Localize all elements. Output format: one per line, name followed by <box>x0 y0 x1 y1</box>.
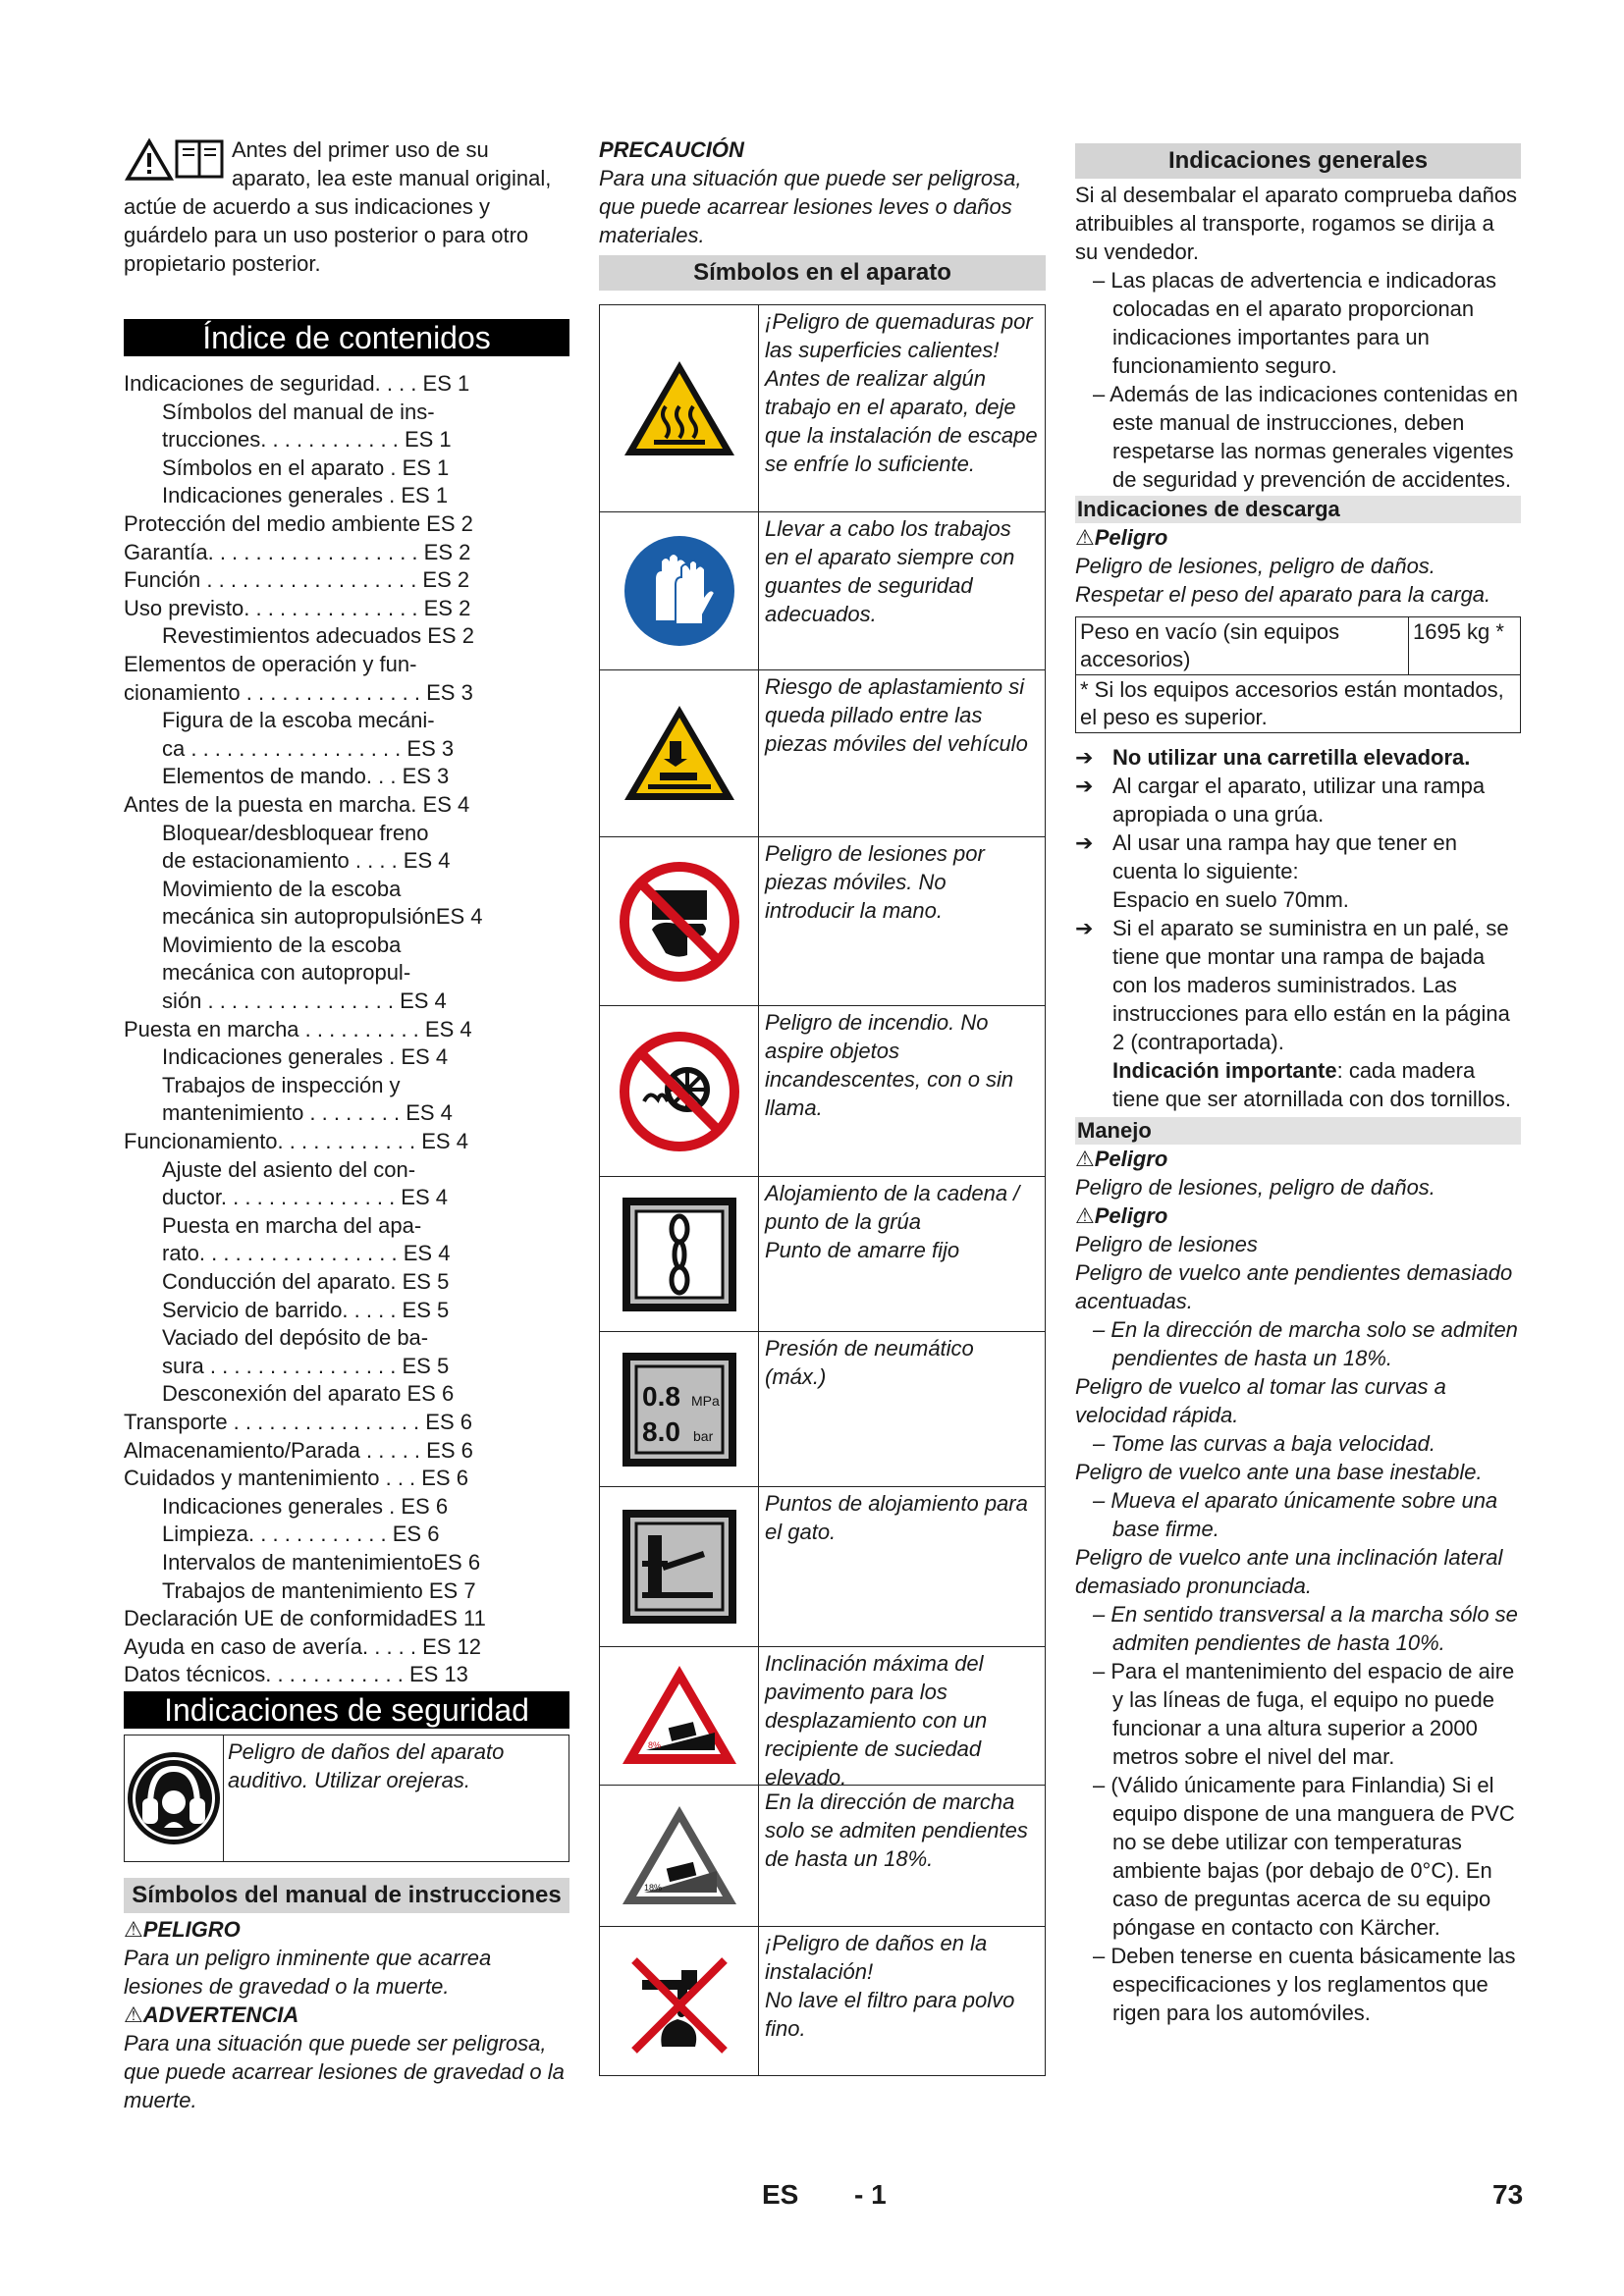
symbol-row <box>600 305 1045 512</box>
toc-entry[interactable]: Funcionamiento. . . . . . . . . . . . ES 4 <box>124 1129 468 1154</box>
manejo-plain-text: (Válido únicamente para Finlandia) Si el equipo dispone de una manguera de PVC no se debe utilizar con temperaturas ambiente bajas (por debajo de 0°C). En caso de preguntas acerca de su equipo póngase en contacto con Kärcher. <box>1110 1773 1515 1940</box>
toc-entry[interactable]: Garantía. . . . . . . . . . . . . . . . . . ES 2 <box>124 539 471 564</box>
intro-text: Antes del primer uso de su aparato, lea este manual original, actúe de acuerdo a sus indicaciones y guárdelo para un uso posterior o para otro propietario posterior. <box>124 137 552 276</box>
ear-protection-icon-cell <box>125 1735 224 1861</box>
symbol-text: Peligro de lesiones por piezas móviles. No introducir la mano. <box>765 841 985 923</box>
pressure-value-1: 0.8 <box>641 1380 680 1412</box>
general-item-text: Las placas de advertencia e indicadoras colocadas en el aparato proporcionan indicaciones importantes para un funcionamiento seguro. <box>1110 268 1496 378</box>
warning-icon: ⚠ <box>124 1916 143 1942</box>
manejo-plain: – Para el mantenimiento del espacio de aire y las líneas de fuga, el equipo no puede funcionar a una altura superior a 2000 metros sobre el nivel del mar. <box>1093 1659 1515 1769</box>
manejo-warning-2a: Peligro de lesiones <box>1075 1232 1258 1256</box>
toc-entry[interactable]: Elementos de operación y fun- <box>124 651 417 676</box>
manejo-tip: Peligro de vuelco ante una base inestable. <box>1075 1460 1483 1484</box>
pressure-unit-1: MPa <box>690 1392 720 1409</box>
toc-entry[interactable]: Intervalos de mantenimientoES 6 <box>162 1549 481 1575</box>
column-left <box>124 135 569 2114</box>
manejo-dash: – En la dirección de marcha solo se admiten pendientes de hasta un 18%. <box>1093 1317 1518 1370</box>
unload-item-text: No utilizar una carretilla elevadora. <box>1112 745 1471 770</box>
hot-surface-icon <box>621 357 738 460</box>
symbol-text: Riesgo de aplastamiento si queda pillado entre las piezas móviles del vehículo <box>765 674 1028 756</box>
gloves-icon <box>621 532 738 650</box>
important-label: Indicación importante <box>1112 1058 1337 1083</box>
footer-page-code: - 1 <box>854 2179 887 2210</box>
column-right <box>1075 143 1521 2027</box>
weight-note: * Si los equipos accesorios están montados, el peso es superior. <box>1080 677 1504 729</box>
toc-entry[interactable]: Movimiento de la escoba <box>162 876 402 901</box>
peligro-label: PELIGRO <box>142 1916 241 1942</box>
toc-entry[interactable]: Vaciado del depósito de ba- <box>162 1325 429 1351</box>
toc-entry[interactable]: sión . . . . . . . . . . . . . . . . ES 4 <box>162 988 447 1014</box>
toc-entry[interactable]: Figura de la escoba mecáni- <box>162 708 435 733</box>
toc-entry[interactable]: Antes de la puesta en marcha. ES 4 <box>124 791 470 817</box>
slope-label-2: 18% <box>643 1882 662 1893</box>
unload-item <box>1075 828 1521 914</box>
toc-entry[interactable]: Función . . . . . . . . . . . . . . . . . . ES 2 <box>124 567 470 593</box>
pressure-value-2: 8.0 <box>641 1415 680 1447</box>
manejo-peligro-row <box>1075 1145 1521 1173</box>
unload-item <box>1075 914 1521 1056</box>
advertencia-label: ADVERTENCIA <box>142 2002 299 2027</box>
toc-entry[interactable]: Elementos de mando. . . ES 3 <box>162 764 450 789</box>
manejo-tip: Peligro de vuelco ante una inclinación lateral demasiado pronunciada. <box>1075 1545 1503 1598</box>
symbol-row <box>600 512 1045 670</box>
ear-protection-icon <box>125 1749 223 1847</box>
device-symbols-heading: Símbolos en el aparato <box>599 255 1046 291</box>
symbol-text: Puntos de alojamiento para el gato. <box>765 1491 1028 1544</box>
precaucion-text: Para una situación que puede ser peligrosa, que puede acarrear lesiones leves o daños materiales. <box>599 166 1022 247</box>
toc-entry[interactable]: Almacenamiento/Parada . . . . . ES 6 <box>124 1437 473 1463</box>
symbol-row <box>600 1487 1045 1647</box>
unload-item <box>1075 772 1521 828</box>
symbol-icon-cell <box>600 1332 759 1486</box>
symbol-text: Llevar a cabo los trabajos en el aparato siempre con guantes de seguridad adecuados. <box>765 516 1015 626</box>
symbol-icon-cell <box>600 1006 759 1176</box>
toc-entry[interactable]: Puesta en marcha del apa- <box>162 1212 422 1238</box>
toc-entry[interactable]: Ajuste del asiento del con- <box>162 1156 416 1182</box>
manejo-heading: Manejo <box>1075 1117 1521 1145</box>
symbol-row <box>600 1786 1045 1927</box>
weight-table <box>1075 616 1521 733</box>
symbol-icon-cell <box>600 670 759 836</box>
toc-entry[interactable]: Datos técnicos. . . . . . . . . . . . ES 13 <box>124 1662 468 1687</box>
symbol-icon-cell <box>600 1786 759 1926</box>
toc-entry[interactable]: Indicaciones generales . ES 4 <box>162 1044 449 1070</box>
toc-entry[interactable]: de estacionamiento . . . . ES 4 <box>162 848 451 874</box>
toc-entry[interactable]: cionamiento . . . . . . . . . . . . . . . ES 3 <box>124 679 473 705</box>
symbol-row <box>600 1927 1045 2075</box>
manejo-tip: Peligro de vuelco al tomar las curvas a velocidad rápida. <box>1075 1374 1446 1427</box>
manejo-dash: – Mueva el aparato únicamente sobre una base firme. <box>1093 1488 1498 1541</box>
symbol-text: Alojamiento de la cadena / punto de la grúa Punto de amarre fijo <box>765 1181 1020 1262</box>
manual-book-icon <box>177 141 222 177</box>
table-of-contents <box>124 370 569 1689</box>
manejo-peligro-label: Peligro <box>1094 1203 1168 1228</box>
toc-entry[interactable]: Trabajos de inspección y <box>162 1072 401 1097</box>
unload-warning: Peligro de lesiones, peligro de daños. Respetar el peso del aparato para la carga. <box>1075 554 1491 607</box>
symbol-icon-cell <box>600 837 759 1005</box>
toc-entry[interactable]: Limpieza. . . . . . . . . . . . ES 6 <box>162 1522 440 1547</box>
symbol-row <box>600 837 1045 1006</box>
symbol-icon-cell <box>600 1177 759 1331</box>
manejo-dash-text: En la dirección de marcha solo se admiten pendientes de hasta un 18%. <box>1110 1317 1518 1370</box>
unload-item <box>1075 743 1521 772</box>
toc-entry[interactable]: trucciones. . . . . . . . . . . . ES 1 <box>162 427 452 453</box>
crush-hazard-icon <box>621 702 738 805</box>
toc-entry[interactable]: Indicaciones de seguridad. . . . ES 1 <box>124 371 470 396</box>
no-burning-objects-icon <box>619 1031 740 1152</box>
general-item-text: Además de las indicaciones contenidas en este manual de instrucciones, deben respetarse las normas generales vigentes de seguridad y prevención de accidentes. <box>1110 382 1518 492</box>
warning-icon: ⚠ <box>1075 525 1095 550</box>
toc-entry[interactable]: Servicio de barrido. . . . . ES 5 <box>162 1297 450 1322</box>
slope-label-1: 8% <box>647 1740 661 1750</box>
important-text: : cada madera tiene que ser atornillada con dos tornillos. <box>1112 1058 1512 1111</box>
toc-entry[interactable]: Transporte . . . . . . . . . . . . . . . . ES 6 <box>124 1409 472 1434</box>
intro-block <box>124 135 569 278</box>
toc-entry[interactable]: Indicaciones generales . ES 1 <box>162 483 449 508</box>
toc-entry[interactable]: ca . . . . . . . . . . . . . . . . . . ES 3 <box>162 735 455 761</box>
manejo-plain-text: Deben tenerse en cuenta básicamente las especificaciones y los reglamentos que rigen para los automóviles. <box>1110 1944 1516 2025</box>
symbol-icon-cell <box>600 1647 759 1785</box>
no-hand-icon <box>619 861 740 983</box>
toc-entry[interactable]: ductor. . . . . . . . . . . . . . . ES 4 <box>162 1185 448 1210</box>
symbol-row <box>600 1006 1045 1177</box>
warning-icon: ⚠ <box>124 2002 143 2027</box>
toc-entry[interactable]: Declaración UE de conformidadES 11 <box>124 1606 486 1631</box>
manejo-dash: – En sentido transversal a la marcha sólo se admiten pendientes de hasta 10%. <box>1093 1602 1518 1655</box>
general-item: – Además de las indicaciones contenidas en este manual de instrucciones, deben respetarse las normas generales vigentes de seguridad y prevención de accidentes. <box>1093 382 1518 492</box>
weight-row <box>1076 617 1520 675</box>
symbol-row <box>600 1177 1045 1332</box>
ear-protection-box <box>124 1735 569 1862</box>
advertencia-text: Para una situación que puede ser peligrosa, que puede acarrear lesiones de gravedad o la muerte. <box>124 2030 565 2112</box>
manejo-plain: – (Válido únicamente para Finlandia) Si el equipo dispone de una manguera de PVC no se debe utilizar con temperaturas ambiente bajas (por debajo de 0°C). En caso de preguntas acerca de su equipo póngase en contacto con Kärcher. <box>1093 1773 1515 1940</box>
toc-entry[interactable]: sura . . . . . . . . . . . . . . . . ES 5 <box>162 1353 450 1378</box>
toc-entry[interactable]: Revestimientos adecuados ES 2 <box>162 623 474 649</box>
toc-entry[interactable]: Ayuda en caso de avería. . . . . ES 12 <box>124 1633 482 1659</box>
arrow-right-icon: ➔ <box>1075 745 1094 770</box>
symbol-text: Presión de neumático (máx.) <box>765 1336 974 1389</box>
toc-entry[interactable]: Símbolos del manual de ins- <box>162 399 435 424</box>
chain-icon <box>619 1194 740 1315</box>
general-intro: Si al desembalar el aparato comprueba daños atribuibles al transporte, rogamos se dirija a su vendedor. <box>1075 183 1518 264</box>
symbol-text: En la dirección de marcha solo se admiten pendientes de hasta un 18%. <box>765 1789 1028 1871</box>
weight-label: Peso en vacío (sin equipos accesorios) <box>1076 617 1409 674</box>
toc-entry[interactable]: Protección del medio ambiente ES 2 <box>124 510 473 536</box>
toc-entry[interactable]: Trabajos de mantenimiento ES 7 <box>162 1577 476 1603</box>
manejo-dash-text: En sentido transversal a la marcha sólo se admiten pendientes de hasta 10%. <box>1110 1602 1518 1655</box>
arrow-right-icon: ➔ <box>1075 774 1094 798</box>
symbol-icon-cell <box>600 1487 759 1646</box>
peligro-text: Para un peligro inminente que acarrea lesiones de gravedad o la muerte. <box>124 1945 492 1999</box>
column-middle <box>599 135 1046 2076</box>
symbol-text: ¡Peligro de quemaduras por las superficies calientes! Antes de realizar algún trabajo en el aparato, deje que la instalación de escape se enfríe lo suficiente. <box>765 309 1038 476</box>
footer-lang: ES <box>762 2179 799 2210</box>
toc-entry[interactable]: Puesta en marcha . . . . . . . . . . ES 4 <box>124 1016 472 1041</box>
toc-entry[interactable]: Cuidados y mantenimiento . . . ES 6 <box>124 1466 468 1491</box>
symbol-text: ¡Peligro de daños en la instalación! No lave el filtro para polvo fino. <box>765 1931 1015 2041</box>
toc-entry[interactable]: mecánica con autopropul- <box>162 960 411 986</box>
toc-entry[interactable]: Conducción del aparato. ES 5 <box>162 1269 450 1294</box>
unload-item-text: Al usar una rampa hay que tener en cuenta lo siguiente: Espacio en suelo 70mm. <box>1112 830 1458 912</box>
ear-protection-text: Peligro de daños del aparato auditivo. Utilizar orejeras. <box>228 1738 505 1792</box>
toc-entry[interactable]: Desconexión del aparato ES 6 <box>162 1381 455 1407</box>
warning-icon: ⚠ <box>1075 1203 1095 1228</box>
advertencia-label-row <box>124 2001 569 2029</box>
toc-entry[interactable]: Indicaciones generales . ES 6 <box>162 1493 449 1519</box>
manejo-warning-1: Peligro de lesiones, peligro de daños. <box>1075 1175 1435 1200</box>
manejo-plain-text: Para el mantenimiento del espacio de aire y las líneas de fuga, el equipo no puede funcionar a una altura superior a 2000 metros sobre el nivel del mar. <box>1110 1659 1515 1769</box>
unload-item-text: Al cargar el aparato, utilizar una rampa apropiada o una grúa. <box>1112 774 1486 827</box>
toc-entry[interactable]: Símbolos en el aparato . ES 1 <box>162 454 450 480</box>
general-heading: Indicaciones generales <box>1075 143 1521 179</box>
toc-entry[interactable]: rato. . . . . . . . . . . . . . . . . ES 4 <box>162 1241 451 1266</box>
symbol-icon-cell <box>600 305 759 511</box>
important-note <box>1075 1056 1521 1113</box>
general-item: – Las placas de advertencia e indicadoras colocadas en el aparato proporcionan indicaciones importantes para un funcionamiento seguro. <box>1093 268 1496 378</box>
unload-peligro-label: Peligro <box>1094 525 1168 550</box>
manejo-peligro-row <box>1075 1201 1521 1230</box>
warning-icon: ⚠ <box>1075 1147 1095 1171</box>
jack-point-icon <box>619 1506 740 1628</box>
symbol-row <box>600 1647 1045 1789</box>
safety-heading: Indicaciones de seguridad <box>124 1691 569 1729</box>
weight-value: 1695 kg * <box>1413 619 1504 644</box>
manejo-dash-text: Tome las curvas a baja velocidad. <box>1110 1431 1435 1456</box>
precaucion-label: PRECAUCIÓN <box>599 137 744 162</box>
pressure-unit-2: bar <box>692 1427 713 1444</box>
unload-heading: Indicaciones de descarga <box>1075 496 1521 523</box>
peligro-label-row <box>124 1915 569 1944</box>
manejo-peligro-label: Peligro <box>1094 1147 1168 1171</box>
symbol-icon-cell <box>600 1927 759 2075</box>
manejo-dash-text: Mueva el aparato únicamente sobre una base firme. <box>1110 1488 1498 1541</box>
symbol-icon-cell <box>600 512 759 669</box>
manejo-warning-2b: Peligro de vuelco ante pendientes demasiado acentuadas. <box>1075 1260 1513 1313</box>
unload-peligro-row <box>1075 523 1521 552</box>
manejo-plain: – Deben tenerse en cuenta básicamente las especificaciones y los reglamentos que rigen para los automóviles. <box>1093 1944 1516 2025</box>
slope-18-icon <box>619 1802 740 1910</box>
toc-heading: Índice de contenidos <box>124 319 569 356</box>
symbol-row <box>600 1332 1045 1487</box>
toc-entry[interactable]: Movimiento de la escoba <box>162 932 402 957</box>
unload-item-text: Si el aparato se suministra en un palé, se tiene que montar una rampa de bajada con los maderos suministrados. Las instrucciones para ello están en la página 2 (contraportada). <box>1112 916 1510 1054</box>
manual-symbols-heading: Símbolos del manual de instrucciones <box>124 1878 569 1913</box>
toc-entry[interactable]: mecánica sin autopropulsiónES 4 <box>162 904 483 930</box>
device-symbols-table <box>599 304 1046 2076</box>
toc-entry[interactable]: Bloquear/desbloquear freno <box>162 820 429 845</box>
symbol-row <box>600 670 1045 837</box>
slope-raised-icon <box>619 1662 740 1770</box>
footer-page-number: 73 <box>1492 2179 1524 2210</box>
warning-triangle-icon <box>128 141 171 179</box>
manejo-dash: – Tome las curvas a baja velocidad. <box>1093 1431 1435 1456</box>
symbol-text: Peligro de incendio. No aspire objetos incandescentes, con o sin llama. <box>765 1010 1014 1120</box>
arrow-right-icon: ➔ <box>1075 830 1094 855</box>
tire-pressure-icon <box>619 1349 740 1470</box>
symbol-text: Inclinación máxima del pavimento para los desplazamiento con un recipiente de suciedad elevado. <box>765 1651 988 1789</box>
intro-icons <box>124 135 228 185</box>
toc-entry[interactable]: mantenimiento . . . . . . . . ES 4 <box>162 1100 453 1126</box>
toc-entry[interactable]: Uso previsto. . . . . . . . . . . . . . . ES 2 <box>124 595 471 620</box>
arrow-right-icon: ➔ <box>1075 916 1094 940</box>
no-wash-filter-icon <box>619 1941 740 2062</box>
